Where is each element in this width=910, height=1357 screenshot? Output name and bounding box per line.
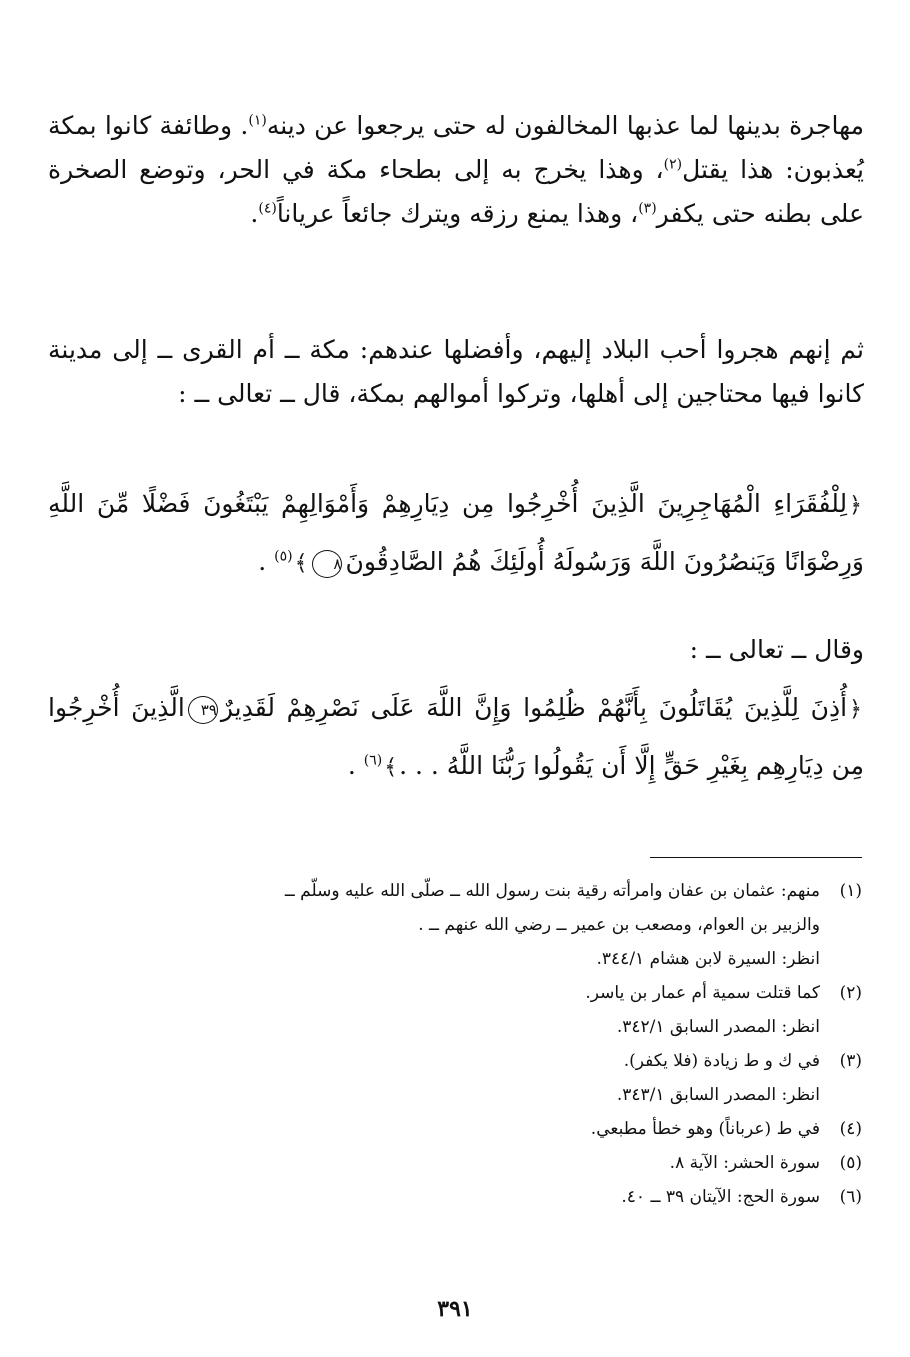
footnote-line: انظر: المصدر السابق ٣٤٣/١. (616, 1085, 820, 1105)
quran-verse-1 (48, 476, 864, 592)
footnote-ref-5[interactable]: (٥) (274, 548, 293, 565)
paragraph-1-text-e: . (250, 199, 259, 228)
ayah-number-mark: ٨ (312, 550, 342, 578)
paragraph-3 (48, 628, 864, 672)
footnote-line: سورة الحج: الآيتان ٣٩ ــ ٤٠. (621, 1187, 820, 1207)
footnote-number: (٥) (839, 1153, 862, 1173)
paragraph-2-text: ثم إنهم هجروا أحب البلاد إليهم، وأفضلها عندهم: مكة ــ أم القرى ــ إلى مدينة كانوا فيها محتاجين إلى أهلها، وتركوا أموالهم بمكة، قال ــ تعالى ــ : (48, 335, 864, 408)
footnote-ref-4[interactable]: (٤) (258, 200, 277, 217)
paragraph-1-text-c: ، وهذا يخرج به إلى بطحاء مكة في الحر، وتوضع الصخرة على بطنه حتى يكفر (48, 155, 864, 228)
verse-close-bracket: ﴾ (384, 755, 398, 780)
verse-open-bracket: ﴿ (849, 493, 862, 518)
footnote-separator (650, 857, 862, 858)
ayah-number-mark: ٣٩ (188, 696, 218, 724)
footnote-line: والزبير بن العوام، ومصعب بن عمير ــ رضي الله عنهم ــ . (418, 915, 820, 935)
footnotes (48, 874, 862, 1214)
footnote-number: (١) (839, 881, 862, 901)
quran-verse-2-text-b: الَّذِينَ أُخْرِجُوا مِن دِيَارِهِم بِغَيْرِ حَقٍّ إِلَّا أَن يَقُولُوا رَبُّنَا اللَّهُ . . . (48, 693, 864, 780)
footnote-number: (٤) (839, 1119, 862, 1139)
footnote-ref-1[interactable]: (١) (248, 112, 267, 129)
quran-verse-1-text: لِلْفُقَرَاءِ الْمُهَاجِرِينَ الَّذِينَ أُخْرِجُوا مِن دِيَارِهِمْ وَأَمْوَالِهِمْ يَبْتَغُونَ فَضْلًا مِّنَ اللَّهِ وَرِضْوَانًا وَيَنصُرُونَ اللَّهَ وَرَسُولَهُ أُولَئِكَ هُمُ الصَّادِقُونَ (48, 489, 864, 576)
footnote-ref-2[interactable]: (٢) (663, 156, 683, 173)
footnote-line: منهم: عثمان بن عفان وامرأته رقية بنت رسول الله ــ صلّى الله عليه وسلّم ــ (284, 881, 820, 901)
paragraph-1-text-a: مهاجرة بدينها لما عذبها المخالفون له حتى يرجعوا عن دينه (266, 111, 865, 140)
footnote-ref-3[interactable]: (٣) (638, 200, 657, 217)
verse-open-bracket: ﴿ (849, 697, 862, 722)
footnote-2 (48, 976, 862, 1044)
quran-verse-1-end: . (258, 547, 267, 576)
quran-verse-2 (48, 680, 864, 796)
footnote-number: (٣) (839, 1051, 862, 1071)
footnote-line: انظر: السيرة لابن هشام ٣٤٤/١. (596, 949, 820, 969)
footnote-6 (48, 1180, 862, 1214)
footnote-number: (٦) (839, 1187, 862, 1207)
quran-verse-2-text-a: أُذِنَ لِلَّذِينَ يُقَاتَلُونَ بِأَنَّهُمْ ظُلِمُوا وَإِنَّ اللَّهَ عَلَى نَصْرِهِمْ لَقَدِيرٌ (220, 693, 848, 722)
paragraph-1 (48, 104, 864, 236)
footnote-4 (48, 1112, 862, 1146)
paragraph-2 (48, 328, 864, 416)
footnote-number: (٢) (839, 983, 862, 1003)
footnote-3 (48, 1044, 862, 1112)
paragraph-1-text-d: ، وهذا يمنع رزقه ويترك جائعاً عرياناً (276, 199, 639, 228)
footnote-line: كما قتلت سمية أم عمار بن ياسر. (585, 983, 820, 1003)
footnote-5 (48, 1146, 862, 1180)
footnote-line: في ك و ط زيادة (فلا يكفر). (623, 1051, 820, 1071)
footnote-line: سورة الحشر: الآية ٨. (669, 1153, 820, 1173)
page-number: ٣٩١ (437, 1296, 473, 1322)
footnote-line: في ط (عرباناً) وهو خطأ مطبعي. (590, 1119, 820, 1139)
footnote-1 (48, 874, 862, 976)
verse-close-bracket: ﴾ (294, 551, 308, 576)
footnote-line: انظر: المصدر السابق ٣٤٢/١. (616, 1017, 820, 1037)
paragraph-3-text: وقال ــ تعالى ــ : (689, 635, 864, 664)
footnote-ref-6[interactable]: (٦) (363, 752, 383, 769)
quran-verse-2-end: . (347, 751, 356, 780)
paragraph-1-text-b: . وطائفة كانوا بمكة يُعذبون: هذا يقتل (48, 111, 864, 184)
